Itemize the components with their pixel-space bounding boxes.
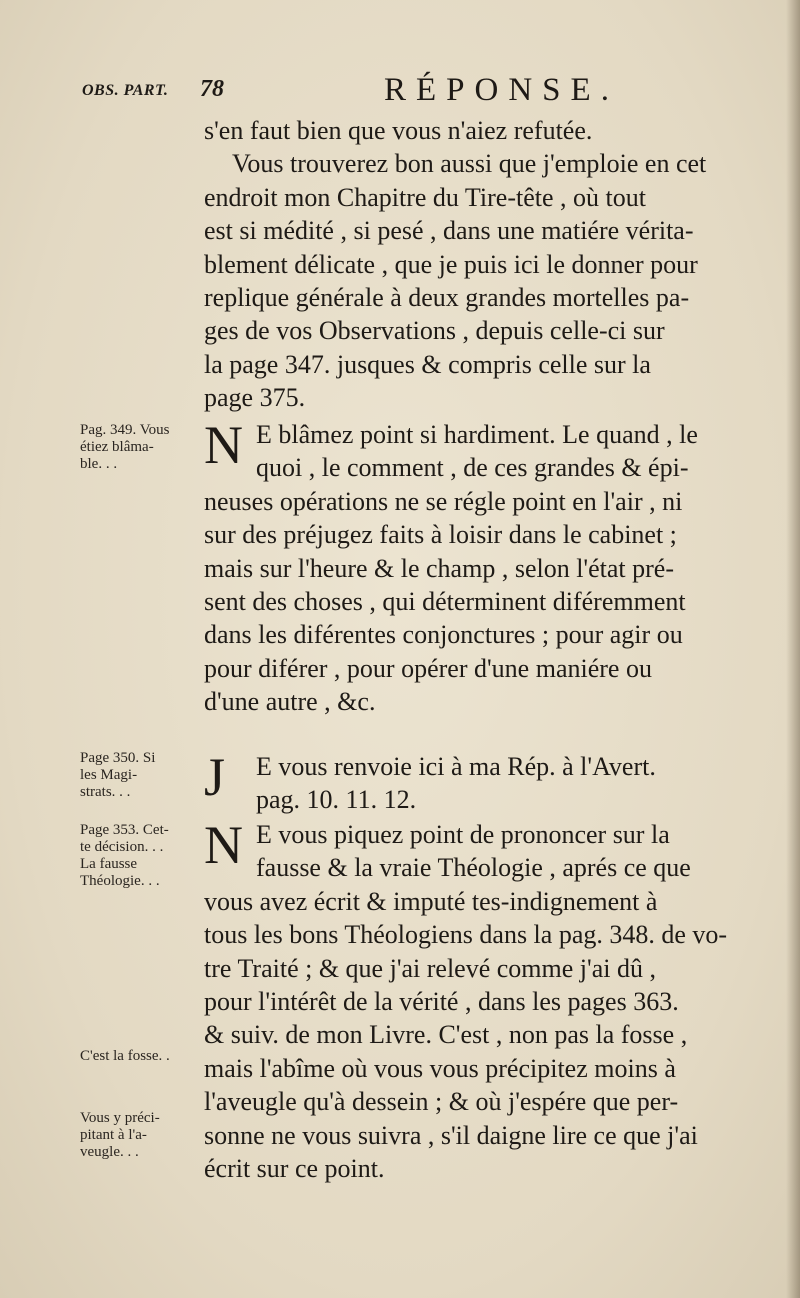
text-line: s'en faut bien que vous n'aiez refutée. xyxy=(204,116,593,145)
margin-line: ble. . . xyxy=(80,456,118,472)
text-line: vous avez écrit & imputé tes-indignement à xyxy=(204,886,658,916)
text-line: pour l'intérêt de la vérité , dans les pages 363. xyxy=(204,986,679,1016)
text-line: est si médité , si pesé , dans une matiére vérita- xyxy=(204,216,694,246)
paragraph-2 xyxy=(204,415,774,719)
running-title: RÉPONSE. xyxy=(384,72,619,108)
margin-line: Pag. 349. Vous xyxy=(80,422,170,438)
text-line: l'aveugle qu'à dessein ; & où j'espére que per- xyxy=(204,1087,679,1117)
text-line: quoi , le comment , de ces grandes & épi- xyxy=(256,453,689,483)
running-head-left: OBS. PART. xyxy=(82,82,169,99)
margin-note-4 xyxy=(80,1048,205,1065)
drop-cap: N xyxy=(204,815,243,875)
margin-line: te décision. . . xyxy=(80,839,164,855)
text-line: page 375. xyxy=(204,383,306,413)
text-line: endroit mon Chapitre du Tire-tête , où tout xyxy=(204,182,646,212)
text-line: E vous renvoie ici à ma Rép. à l'Avert. xyxy=(256,752,656,781)
margin-line: pitant à l'a- xyxy=(80,1127,147,1143)
margin-note-1 xyxy=(80,422,205,473)
drop-cap: J xyxy=(204,747,226,807)
text-line: pour diférer , pour opérer d'une maniére ou xyxy=(204,653,652,683)
text-line: E blâmez point si hardiment. Le quand , le xyxy=(256,420,698,449)
page-edge-shadow xyxy=(786,0,800,1298)
text-line: la page 347. jusques & compris celle sur la xyxy=(204,349,651,379)
text-line: dans les diférentes conjonctures ; pour agir ou xyxy=(204,620,683,650)
margin-note-5 xyxy=(80,1110,205,1161)
page-header xyxy=(0,74,800,114)
margin-line: Théologie. . . xyxy=(80,873,160,889)
paragraph-1 xyxy=(204,114,774,415)
paragraph-3 xyxy=(204,747,774,817)
text-line: sonne ne vous suivra , s'il daigne lire ce que j'ai xyxy=(204,1120,698,1150)
text-line: replique générale à deux grandes mortelles pa- xyxy=(204,282,690,312)
margin-line: La fausse xyxy=(80,856,138,872)
text-line: neuses opérations ne se régle point en l'air , ni xyxy=(204,486,683,516)
text-line: ges de vos Observations , depuis celle-ci sur xyxy=(204,316,665,346)
paragraph-4 xyxy=(204,815,774,1185)
margin-line: étiez blâma- xyxy=(80,439,154,455)
text-line: E vous piquez point de prononcer sur la xyxy=(256,820,670,849)
text-line: sent des choses , qui déterminent diféremment xyxy=(204,586,686,616)
text-line: pag. 10. 11. 12. xyxy=(256,785,417,815)
margin-line: les Magi- xyxy=(80,767,138,783)
margin-line: Page 353. Cet- xyxy=(80,822,169,838)
text-line: blement délicate , que je puis ici le donner pour xyxy=(204,249,698,279)
text-line: fausse & la vraie Théologie , aprés ce que xyxy=(256,853,691,883)
margin-line: veugle. . . xyxy=(80,1144,139,1160)
margin-note-3 xyxy=(80,822,205,890)
drop-cap: N xyxy=(204,415,243,475)
text-line: tous les bons Théologiens dans la pag. 348. de vo- xyxy=(204,920,728,950)
text-line: d'une autre , &c. xyxy=(204,687,376,717)
text-line: écrit sur ce point. xyxy=(204,1153,385,1183)
text-line: sur des préjugez faits à loisir dans le cabinet ; xyxy=(204,520,677,550)
text-line: Vous trouverez bon aussi que j'emploie en cet xyxy=(232,149,707,179)
text-line: tre Traité ; & que j'ai relevé comme j'ai dû , xyxy=(204,953,656,983)
text-line: mais sur l'heure & le champ , selon l'état pré- xyxy=(204,553,674,583)
text-line: & suiv. de mon Livre. C'est , non pas la fosse , xyxy=(204,1020,688,1050)
margin-line: Vous y préci- xyxy=(80,1110,160,1126)
margin-line: C'est la fosse. . xyxy=(80,1048,170,1064)
text-line: mais l'abîme où vous vous précipitez moins à xyxy=(204,1053,676,1083)
page-number: 78 xyxy=(200,76,224,102)
margin-note-2 xyxy=(80,750,205,801)
margin-line: strats. . . xyxy=(80,784,131,800)
margin-line: Page 350. Si xyxy=(80,750,156,766)
